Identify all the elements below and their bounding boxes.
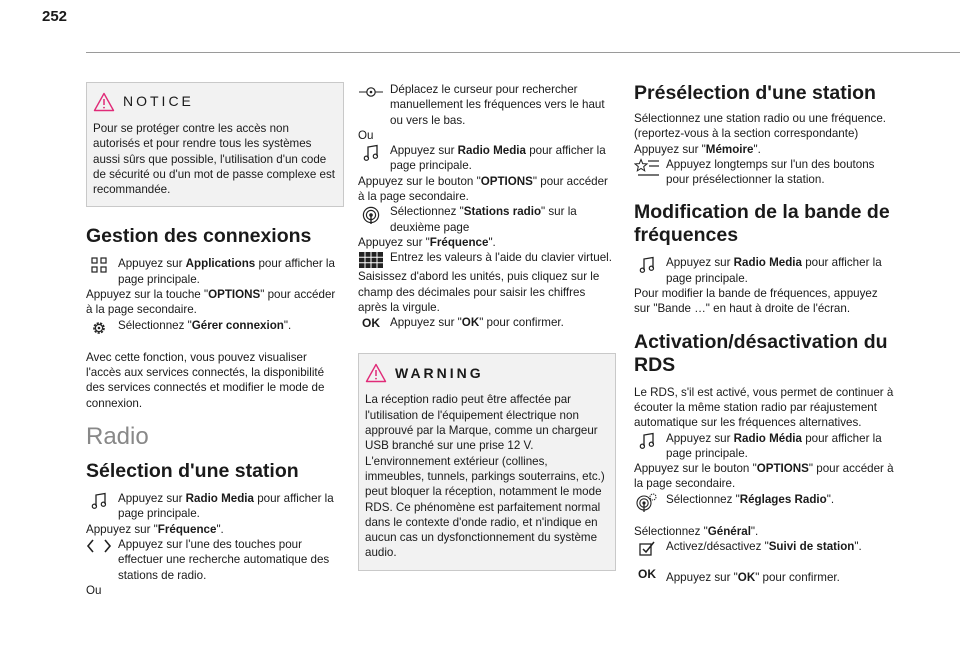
ou-text: Ou: [86, 583, 102, 597]
selection-step-radio-media-2: [358, 143, 616, 174]
text: ".: [488, 235, 496, 249]
gestion-step-connexion: [86, 318, 344, 337]
suivi-station-label: Suivi de station: [768, 540, 855, 554]
rds-step-suivi: [634, 539, 896, 558]
selection-step-ok: [358, 315, 616, 331]
text: pour afficher la page principale.: [118, 257, 335, 286]
cursor-text: Déplacez le curseur pour rechercher manuellement les fréquences vers le haut ou vers le bas.: [390, 83, 605, 127]
frequency-cursor-icon: [358, 82, 384, 101]
options-label: OPTIONS: [480, 174, 533, 188]
selection-step-radio-media: [86, 491, 344, 522]
music-note-icon: [634, 431, 660, 450]
text: Appuyez sur ": [358, 235, 430, 249]
text: Sélectionnez ": [118, 318, 192, 332]
star-list-icon: [634, 157, 660, 178]
radio-media-label: Radio Media: [733, 256, 802, 270]
text: Appuyez sur ": [86, 522, 158, 536]
gear-icon: [86, 318, 112, 337]
selection-heading: Sélection d'une station: [86, 460, 299, 483]
text: ".: [750, 524, 759, 538]
text: Sélectionnez ": [634, 524, 708, 538]
preselection-line-memoire: [634, 142, 896, 157]
memoire-label: Mémoire: [705, 142, 754, 156]
ok-label: OK: [461, 316, 480, 330]
text: " pour confirmer.: [755, 571, 840, 585]
radio-heading: Radio: [86, 422, 149, 450]
options-label: OPTIONS: [208, 288, 261, 302]
ok-icon: OK: [638, 567, 656, 582]
general-label: Général: [707, 524, 751, 538]
selection-line-options: [358, 174, 616, 205]
radio-signal-icon: [358, 204, 384, 225]
options-label: OPTIONS: [756, 462, 809, 476]
selection-step-cursor: [358, 82, 616, 128]
column-3: [634, 82, 896, 585]
applications-label: Applications: [185, 257, 256, 271]
selection-step-stations-radio: [358, 204, 616, 235]
gerer-connexion-label: Gérer connexion: [191, 318, 284, 332]
gestion-paragraph: Avec cette fonction, vous pouvez visualiser l'accès aux services connectés, la disponibilité des services connectés et modifier le mode de connexion.: [86, 350, 325, 410]
text: pour afficher la page principale.: [666, 256, 882, 285]
text: Appuyez sur: [118, 257, 186, 271]
text: Appuyez sur la touche ": [86, 288, 209, 302]
text: " pour accéder à la page secondaire.: [634, 462, 894, 491]
ok-label: OK: [737, 571, 756, 585]
column-1: [86, 82, 344, 598]
notice-body: Pour se protéger contre les accès non autorisés et pour rendre tous les systèmes aussi sûrs que possible, l'utilisation d'un code de sécurité ou d'un mot de passe complexe est recommandée.: [93, 122, 335, 197]
rds-step-ok: [634, 566, 896, 585]
modification-step-radio-media: [634, 255, 896, 286]
frequence-label: Fréquence: [429, 235, 489, 249]
radio-media-label: Radio Media: [185, 492, 254, 506]
warning-triangle-icon: [365, 363, 387, 383]
page-number: 252: [42, 8, 68, 25]
notice-box: [86, 82, 344, 207]
preselection-line-1: Sélectionnez une station radio ou une fréquence. (reportez-vous à la section correspondante): [634, 112, 887, 141]
text: pour afficher la page principale.: [666, 431, 882, 460]
gestion-step-applications: [86, 256, 344, 287]
text: Sélectionnez ": [390, 205, 464, 219]
notice-title: NOTICE: [123, 93, 194, 110]
selection-line-frequence: [86, 522, 344, 537]
chevron-left-right-icon: [86, 537, 112, 554]
radio-media-label: Radio Média: [733, 431, 802, 445]
text: " pour accéder à la page secondaire.: [86, 288, 336, 317]
text: Appuyez sur: [118, 492, 186, 506]
text: Appuyez sur ": [390, 316, 462, 330]
text: " sur la deuxième page: [390, 205, 577, 234]
modification-line-bande: Pour modifier la bande de fréquences, appuyez sur "Bande …" en haut à droite de l'écran.: [634, 287, 878, 316]
ou-text: Ou: [358, 128, 374, 142]
warning-title: WARNING: [395, 364, 484, 381]
header-rule: [86, 52, 960, 53]
keypad-text: Entrez les valeurs à l'aide du clavier virtuel.: [390, 251, 612, 265]
warning-box: [358, 353, 616, 570]
music-note-icon: [634, 255, 660, 274]
rds-paragraph: Le RDS, s'il est activé, vous permet de continuer à écouter la même station radio par réajustement automatique sur les fréquences alternatives.: [634, 385, 894, 430]
text: Appuyez sur: [390, 144, 458, 158]
seek-text: Appuyez sur l'une des touches pour effectuer une recherche automatique des stations de radio.: [118, 538, 330, 582]
radio-settings-icon: [634, 492, 660, 513]
preselection-step-long-press: [634, 157, 896, 188]
text: Sélectionnez ": [666, 492, 740, 506]
text: " pour accéder à la page secondaire.: [358, 174, 608, 204]
rds-step-reglages: [634, 492, 896, 513]
long-press-text: Appuyez longtemps sur l'un des boutons pour présélectionner la station.: [666, 157, 875, 187]
preselection-heading: Présélection d'une station: [634, 82, 876, 104]
selection-step-keypad: [358, 250, 616, 269]
text: Appuyez sur: [666, 256, 734, 270]
text: ".: [216, 522, 224, 536]
text: Activez/désactivez ": [666, 540, 769, 554]
music-note-icon: [86, 491, 112, 510]
warning-body: La réception radio peut être affectée par l'utilisation de l'équipement électrique non approuvé par la Marque, comme un chargeur USB branché sur une prise 12 V. L'environnement extérieur (collines, immeubles, tunnels, parkings souterrains, etc.) peut bloquer la réception, notamment le mode RDS. Ce phénomène est parfaitement normal dans le contexte d'onde radio, et n'indique en aucun cas un dysfonctionnement du système audio.: [365, 393, 605, 560]
text: Appuyez sur ": [666, 571, 738, 585]
text: pour afficher la page principale.: [118, 492, 334, 521]
text: Appuyez sur ": [634, 142, 706, 156]
text: pour afficher la page principale.: [390, 144, 606, 173]
checkbox-icon: [634, 539, 660, 558]
selection-line-frequence-2: [358, 235, 616, 250]
music-note-icon: [358, 143, 384, 162]
rds-line-general: [634, 524, 896, 539]
text: " pour confirmer.: [479, 316, 564, 330]
warning-triangle-icon: [93, 92, 115, 112]
keypad-icon: [358, 250, 384, 269]
text: Appuyez sur le bouton ": [358, 174, 481, 188]
frequence-label: Fréquence: [157, 522, 217, 536]
text: ".: [283, 318, 292, 332]
stations-radio-label: Stations radio: [463, 205, 542, 219]
selection-step-seek: [86, 537, 344, 583]
column-2: [358, 82, 616, 571]
rds-line-options: [634, 461, 896, 492]
modification-heading: Modification de la bande de fréquences: [634, 201, 890, 247]
applications-grid-icon: [86, 256, 112, 273]
text: ".: [826, 492, 835, 506]
text: ".: [753, 142, 761, 156]
rds-heading: Activation/désactivation du RDS: [634, 330, 888, 376]
reglages-radio-label: Réglages Radio: [739, 492, 827, 506]
text: Appuyez sur: [666, 431, 734, 445]
ok-icon: OK: [362, 316, 380, 331]
gestion-heading: Gestion des connexions: [86, 225, 312, 248]
rds-step-radio-media: [634, 431, 896, 462]
selection-line-units: Saisissez d'abord les unités, puis cliquez sur le champ des décimales pour saisir les chiffres après la virgule.: [358, 270, 600, 314]
text: ".: [854, 540, 862, 554]
text: Appuyez sur le bouton ": [634, 462, 757, 476]
gestion-line-options: [86, 287, 344, 318]
radio-media-label: Radio Media: [457, 144, 526, 158]
